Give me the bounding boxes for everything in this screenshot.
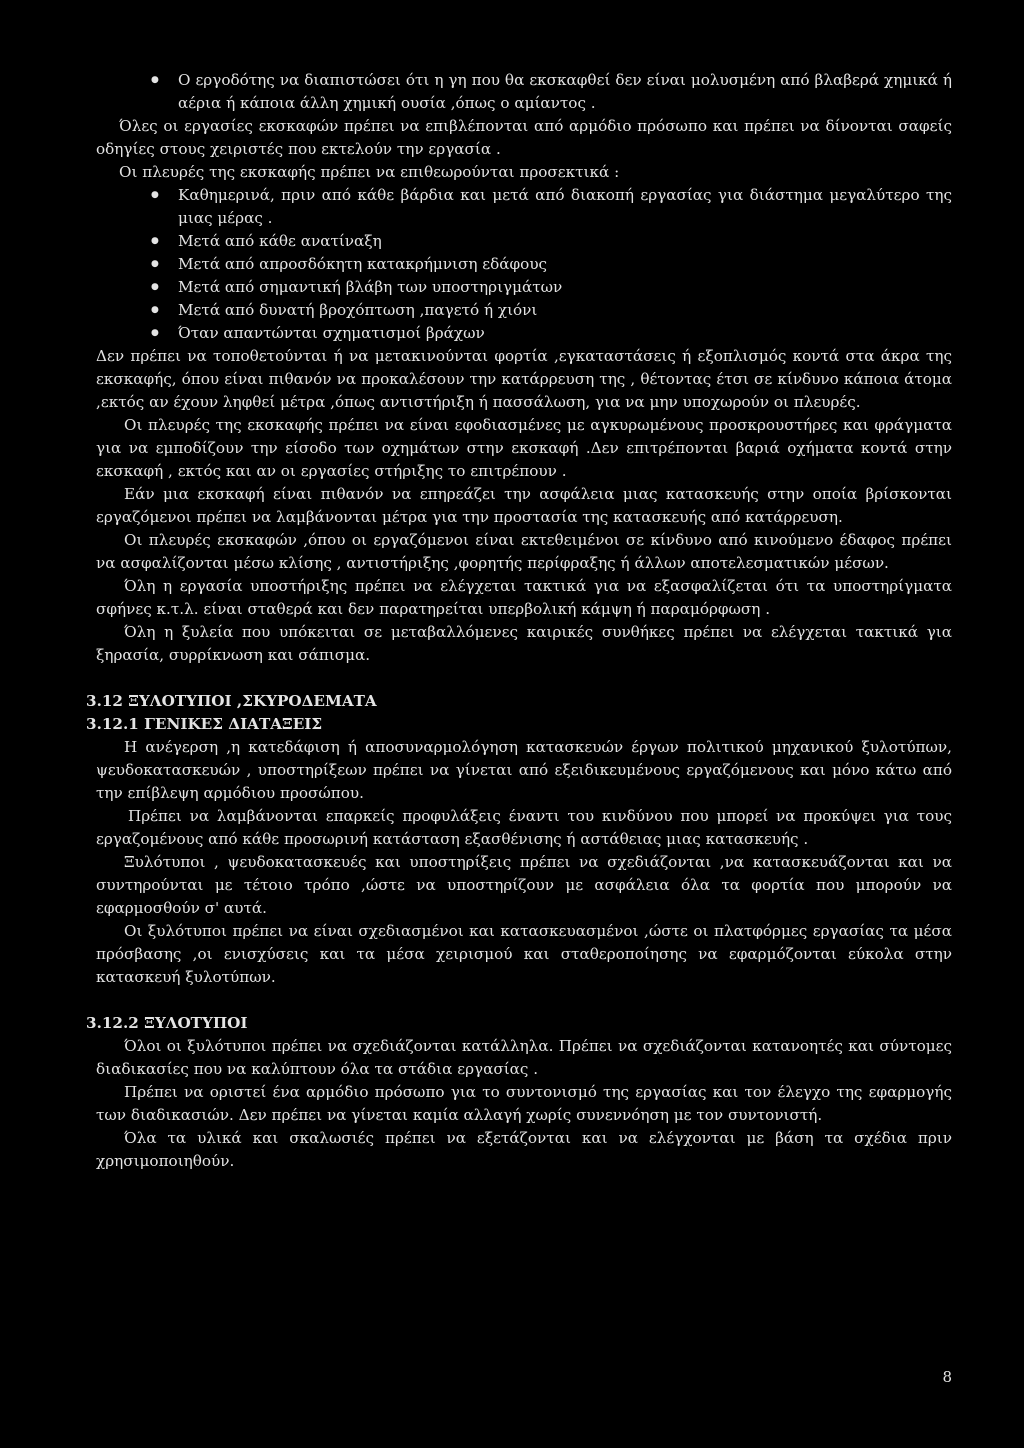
paragraph: Η ανέγερση ,η κατεδάφιση ή αποσυναρμολόγηση κατασκευών έργων πολιτικού μηχανικού ξυλοτύπων, ψευδοκατασκευών , υποστηρίξεων πρέπει να γίνεται από εξειδικευμένους εργαζόμενους και μόνο κάτω από την επίβλεψη αρμόδιου προσώπου. xyxy=(96,738,952,802)
paragraph-inspection-intro: Οι πλευρές της εκσκαφής πρέπει να επιθεωρούνται προσεκτικά : xyxy=(119,163,620,181)
paragraph: Ξυλότυποι , ψευδοκατασκευές και υποστηρίξεις πρέπει να σχεδιάζονται ,να κατασκευάζονται και να συντηρούνται με τέτοιο τρόπο ,ώστε να υποστηρίζουν με ασφάλεια όλα τα φορτία που μπορούν να εφαρμοσθούν σ' αυτά. xyxy=(96,853,952,917)
section-heading: 3.12 ΞΥΛΟΤΥΠΟΙ ,ΣΚΥΡΟΔΕΜΑΤΑ xyxy=(86,692,377,710)
page-number: 8 xyxy=(942,1368,952,1386)
section-subheading: 3.12.1 ΓΕΝΙΚΕΣ ΔΙΑΤΑΞΕΙΣ xyxy=(86,715,323,733)
paragraph: Οι ξυλότυποι πρέπει να είναι σχεδιασμένοι και κατασκευασμένοι ,ώστε οι πλατφόρμες εργασίας τα μέσα πρόσβασης ,οι ενισχύσεις και τα μέσα χειρισμού και σταθεροποίησης να εφαρμόζονται εύκολα στην κατασκευή ξυλοτύπων. xyxy=(96,922,952,986)
paragraph: Πρέπει να οριστεί ένα αρμόδιο πρόσωπο για το συντονισμό της εργασίας και τον έλεγχο της εφαρμογής των διαδικασιών. Δεν πρέπει να γίνεται καμία αλλαγή χωρίς συνεννόηση με τον συντονιστή. xyxy=(96,1083,952,1124)
paragraph-supervision: Όλες οι εργασίες εκσκαφών πρέπει να επιβλέπονται από αρμόδιο πρόσωπο και πρέπει να δίνονται σαφείς οδηγίες στους χειριστές που εκτελούν την εργασία . xyxy=(96,117,952,158)
paragraph: Όλοι οι ξυλότυποι πρέπει να σχεδιάζονται κατάλληλα. Πρέπει να σχεδιάζονται κατανοητές και σύντομες διαδικασίες που να καλύπτουν όλα τα στάδια εργασίας . xyxy=(96,1037,952,1078)
paragraph: Οι πλευρές της εκσκαφής πρέπει να είναι εφοδιασμένες με αγκυρωμένους προσκρουστήρες και φράγματα για να εμποδίζουν την είσοδο των οχημάτων στην εκσκαφή .Δεν επιτρέπονται βαριά οχήματα κοντά στην εκσκαφή , εκτός και αν οι εργασίες στήριξης το επιτρέπουν . xyxy=(96,416,952,480)
document-body xyxy=(86,69,952,1173)
list-item: ● Μετά από δυνατή βροχόπτωση ,παγετό ή χιόνι xyxy=(96,299,952,322)
list-item: ● Μετά από απροσδόκητη κατακρήμνιση εδάφους xyxy=(96,253,952,276)
list-item: ● Μετά από κάθε ανατίναξη xyxy=(96,230,952,253)
section-heading: 3.12.2 ΞΥΛΟΤΥΠΟΙ xyxy=(86,1014,248,1032)
list-item: ● Όταν απαντώνται σχηματισμοί βράχων xyxy=(96,322,952,345)
list-item: ● Μετά από σημαντική βλάβη των υποστηριγμάτων xyxy=(96,276,952,299)
paragraph: Οι πλευρές εκσκαφών ,όπου οι εργαζόμενοι είναι εκτεθειμένοι σε κίνδυνο από κινούμενο έδαφος πρέπει να ασφαλίζονται μέσω κλίσης , αντιστήριξης ,φορητής περίφραξης ή άλλων αποτελεσματικών μέσων. xyxy=(96,531,952,572)
paragraph: Όλα τα υλικά και σκαλωσιές πρέπει να εξετάζονται και να ελέγχονται με βάση τα σχέδια πριν χρησιμοποιηθούν. xyxy=(96,1129,952,1170)
paragraph: Όλη η ξυλεία που υπόκειται σε μεταβαλλόμενες καιρικές συνθήκες πρέπει να ελέγχεται τακτικά για ξηρασία, συρρίκνωση και σάπισμα. xyxy=(96,623,952,664)
paragraph: Πρέπει να λαμβάνονται επαρκείς προφυλάξεις έναντι του κινδύνου που μπορεί να προκύψει για τους εργαζομένους από κάθε προσωρινή κατάσταση εξασθένισης ή αστάθειας μιας κατασκευής . xyxy=(96,807,952,848)
paragraph: Δεν πρέπει να τοποθετούνται ή να μετακινούνται φορτία ,εγκαταστάσεις ή εξοπλισμός κοντά στα άκρα της εκσκαφής, όπου είναι πιθανόν να προκαλέσουν την κατάρρευση της , θέτοντας έτσι σε κίνδυνο κάποια άτομα ,εκτός αν έχουν ληφθεί μέτρα ,όπως αντιστήριξη ή πασσάλωση, για να μην υποχωρούν οι πλευρές. xyxy=(96,347,952,411)
list-item: ● Καθημερινά, πριν από κάθε βάρδια και μετά από διακοπή εργασίας για διάστημα μεγαλύτερο της μιας μέρας . xyxy=(96,184,952,230)
paragraph: Όλη η εργασία υποστήριξης πρέπει να ελέγχεται τακτικά για να εξασφαλίζεται ότι τα υποστηρίγματα σφήνες κ.τ.λ. είναι σταθερά και δεν παρατηρείται υπερβολική κάμψη ή παραμόρφωση . xyxy=(96,577,952,618)
list-item: ● Ο εργοδότης να διαπιστώσει ότι η γη που θα εκσκαφθεί δεν είναι μολυσμένη από βλαβερά χημικά ή αέρια ή κάποια άλλη χημική ουσία ,όπως ο αμίαντος . xyxy=(96,69,952,115)
paragraph: Εάν μια εκσκαφή είναι πιθανόν να επηρεάζει την ασφάλεια μιας κατασκευής στην οποία βρίσκονται εργαζόμενοι πρέπει να λαμβάνονται μέτρα για την προστασία της κατασκευής από κατάρρευση. xyxy=(96,485,952,526)
